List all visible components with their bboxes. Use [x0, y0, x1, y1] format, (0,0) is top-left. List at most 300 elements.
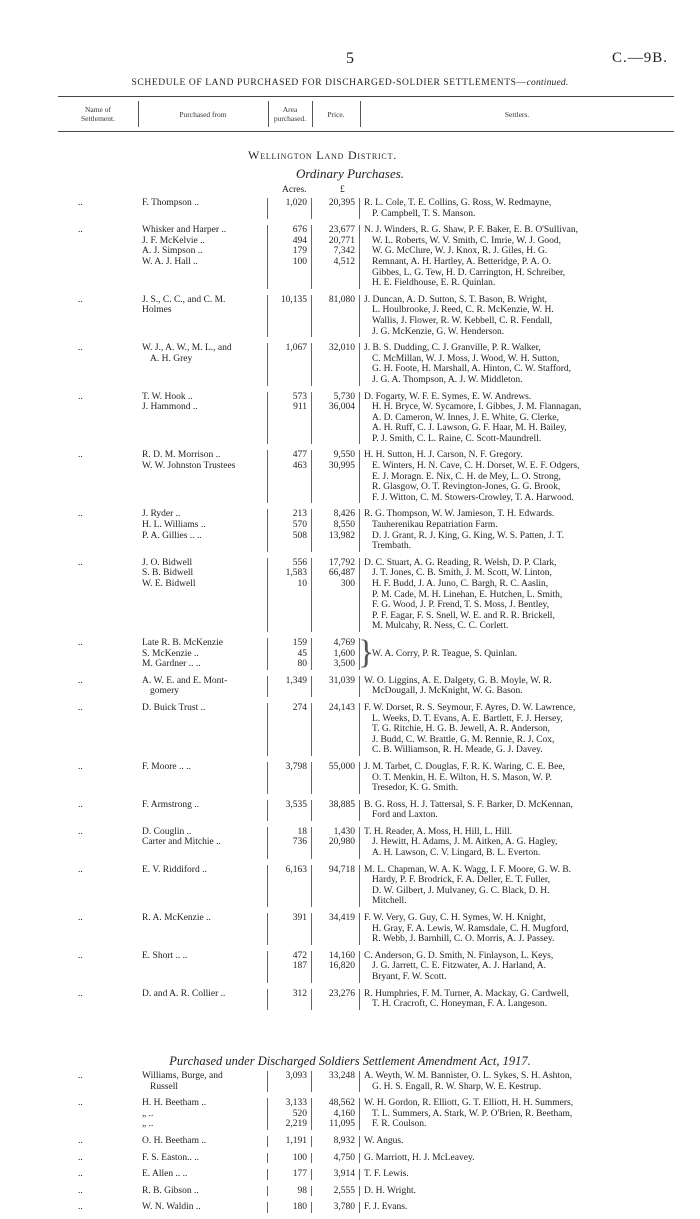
table-row [58, 225, 674, 289]
amendment-purchases-table [58, 1071, 674, 1219]
settlers [360, 558, 674, 632]
purchased-from-line: S. B. Bidwell [142, 568, 194, 579]
district-heading: Wellington Land District. [248, 148, 398, 162]
header-purchased-from: Purchased from [179, 109, 227, 119]
settlers-line: D. Fogarty, W. F. E. Symes, E. W. Andrews. [364, 391, 532, 402]
price-line: 1,600 [333, 648, 355, 659]
settlers-line: F. R. Coulson. [372, 1119, 427, 1130]
price-line: 3,500 [333, 659, 355, 670]
purchased-from-line: S. McKenzie .. [142, 648, 199, 659]
settlers [360, 1186, 674, 1197]
purchased-from-line: T. W. Hook .. [142, 391, 193, 402]
settlers-line: Remnant, A. H. Hartley, A. Betteridge, P. A. O. [372, 256, 552, 267]
settlers [360, 450, 674, 503]
purchased-from [138, 1186, 268, 1197]
purchased-from-line: W. W. Johnston Trustees [142, 461, 236, 472]
table-row [58, 676, 674, 697]
settlers-line: J. B. S. Dudding, C. J. Granville, P. R. Walker, [364, 343, 541, 354]
price-line: 66,487 [328, 568, 355, 579]
settlers-line: Tresedor, K. G. Smith. [372, 783, 459, 794]
settlement-name: .. [78, 675, 83, 686]
table-row [58, 343, 674, 385]
area-purchased-line: 213 [292, 509, 307, 520]
settlement-name: .. [78, 391, 83, 402]
table-row [58, 1169, 674, 1180]
settlers-line: McDougall, J. McKnight, W. G. Bason. [372, 686, 523, 697]
settlement-name: .. [78, 950, 83, 961]
purchased-from [138, 198, 268, 219]
price [312, 509, 360, 551]
price-line: 13,982 [328, 530, 355, 541]
settlers-line: T. H. Reader, A. Moss, H. Hill, L. Hill. [364, 826, 513, 837]
settlers [360, 676, 674, 697]
settlers-line: H. H. Bryce, W. Sycamore, I. Gibbes, J. M. Flannagan, [372, 402, 582, 413]
purchased-from-line: F. Moore .. .. [142, 761, 191, 772]
price-line: 30,995 [328, 461, 355, 472]
purchased-from-line: H. L. Williams .. [142, 520, 206, 531]
purchased-from [138, 1202, 268, 1213]
area-purchased-line: 3,093 [285, 1071, 307, 1081]
settlement-name: .. [78, 1185, 83, 1196]
purchased-from [138, 800, 268, 821]
settlers [360, 1202, 674, 1213]
settlers [360, 827, 674, 859]
purchased-from [138, 1098, 268, 1130]
area-purchased-line: 177 [292, 1169, 307, 1180]
price-line: 8,550 [333, 520, 355, 531]
purchased-from [138, 703, 268, 756]
settlers [360, 225, 674, 289]
area-purchased-line: 1,067 [285, 343, 307, 354]
settlers [358, 634, 674, 671]
table-row [58, 450, 674, 503]
settlers-line: L. Houlbrooke, J. Reed, C. R. McKenzie, W. H. [372, 305, 554, 316]
table-row [58, 1202, 674, 1213]
price-line: 31,039 [328, 675, 355, 686]
price [312, 392, 360, 445]
settlement-name: .. [78, 1135, 83, 1146]
area-purchased-line: 187 [292, 961, 307, 972]
purchased-from [138, 913, 268, 945]
purchased-from [138, 392, 268, 445]
purchased-from-line: J. O. Bidwell [142, 557, 193, 568]
area-purchased [268, 392, 312, 445]
settlement-name: .. [78, 225, 83, 236]
settlement-name: .. [78, 198, 83, 208]
settlement-name: .. [78, 1098, 83, 1109]
header-name-line1: Name of [84, 105, 111, 114]
area-purchased-line: 100 [292, 256, 307, 267]
price-line: 20,395 [328, 198, 355, 208]
settlers-line: T. F. Lewis. [364, 1169, 409, 1180]
purchased-from-line: R. D. M. Morrison .. [142, 450, 221, 461]
area-purchased [268, 343, 312, 385]
settlers [360, 1136, 674, 1147]
settlers-line: Mitchell. [372, 896, 407, 907]
purchased-from-line: J. S., C. C., and C. M. [142, 294, 226, 305]
purchased-from-line: D. and A. R. Collier .. [142, 988, 226, 999]
area-purchased [268, 198, 312, 219]
purchased-from [138, 676, 268, 697]
area-purchased-line: 10,135 [280, 294, 307, 305]
purchased-from-line: F. Thompson .. [142, 198, 199, 208]
table-row [58, 703, 674, 756]
area-purchased [268, 800, 312, 821]
settlement-name: .. [78, 826, 83, 837]
price-line: 3,914 [333, 1169, 355, 1180]
purchased-from-line: Holmes [142, 305, 172, 316]
settlers-line: R. Webb, J. Barnhill, C. O. Morris, A. J. Passey. [372, 934, 555, 945]
price-line: 32,010 [328, 343, 355, 354]
price [312, 1186, 360, 1197]
settlers-line: N. J. Winders, R. G. Shaw, P. F. Baker, E. B. O'Sullivan, [364, 225, 578, 236]
price [312, 913, 360, 945]
price [312, 703, 360, 756]
settlement-name: .. [78, 450, 83, 461]
settlement-name: .. [78, 1152, 83, 1163]
settlers [360, 343, 674, 385]
page-number: 5 [346, 50, 354, 67]
settlers-line: Tauherenikau Repatriation Farm. [372, 520, 498, 531]
header-area-line1: Area [282, 105, 298, 114]
area-purchased [268, 450, 312, 503]
purchased-from-line: J. Hammond .. [142, 402, 198, 413]
area-purchased-line: 180 [292, 1202, 307, 1213]
table-row [58, 1071, 674, 1092]
area-purchased-line: 159 [292, 637, 307, 648]
settlers-line: R. Humphries, F. M. Turner, A. Mackay, G. Cardwell, [364, 988, 569, 999]
area-purchased-line: 1,191 [285, 1135, 307, 1146]
price [312, 1169, 360, 1180]
ordinary-purchases-table [58, 198, 674, 1016]
area-purchased-line: 179 [292, 246, 307, 257]
area-purchased-line: 18 [297, 826, 307, 837]
settlement-name: .. [78, 864, 83, 875]
settlers-line: D. W. Gilbert, J. Mulvaney, G. C. Black, D. H. [372, 885, 550, 896]
price-line: 9,550 [333, 450, 355, 461]
price-line: 36,004 [328, 402, 355, 413]
purchased-from [138, 1071, 268, 1092]
settlers-line: Gibbes, L. G. Tew, H. D. Carrington, H. Schreiber, [372, 267, 566, 278]
purchased-from-line: W. N. Waldin .. [142, 1202, 201, 1213]
area-purchased-line: 80 [297, 659, 307, 670]
settlers-line: G. Marriott, H. J. McLeavey. [364, 1152, 475, 1163]
purchased-from-line: W. J., A. W., M. L., and [142, 343, 232, 354]
price-line: 5,730 [333, 391, 355, 402]
settlers-line: W. H. Gordon, R. Elliott, G. T. Elliott, H. H. Summers, [364, 1098, 574, 1109]
table-row [58, 1186, 674, 1197]
area-purchased [268, 1169, 312, 1180]
area-purchased-line: 3,133 [285, 1098, 307, 1109]
area-purchased [268, 1186, 312, 1197]
purchased-from-line: H. H. Beetham .. [142, 1098, 207, 1109]
header-price: Price. [327, 109, 345, 119]
table-row [58, 827, 674, 859]
area-purchased-line: 391 [292, 913, 307, 924]
settlement-name: .. [78, 1202, 83, 1213]
section-heading-ordinary: Ordinary Purchases. [295, 166, 405, 181]
purchased-from-line: J. F. McKelvie .. [142, 235, 205, 246]
price [312, 800, 360, 821]
area-purchased-line: 45 [297, 648, 307, 659]
settlers-line: J. M. Tarbet, C. Douglas, F. R. K. Waring, C. E. Bee, [364, 761, 565, 772]
purchased-from-line: Williams, Burge, and [142, 1071, 223, 1081]
price-line: 300 [340, 579, 355, 589]
section-heading-amendment: Purchased under Discharged Soldiers Settlement Amendment Act, 1917. [169, 1054, 531, 1068]
price-line: 17,792 [328, 557, 355, 568]
purchased-from [138, 1153, 268, 1164]
area-purchased-line: 274 [292, 702, 307, 713]
price-line: 24,143 [328, 702, 355, 713]
purchased-from-line: E. Allen .. .. [142, 1169, 188, 1180]
price [312, 1202, 360, 1213]
purchased-from-line: „ .. [142, 1108, 154, 1119]
price-line: 3,780 [333, 1202, 355, 1213]
price [312, 343, 360, 385]
price-line: 4,512 [333, 256, 355, 267]
purchased-from-line: gomery [150, 686, 180, 697]
settlers-line: H. F. Budd, J. A. Juno, C. Bargh, R. C. Aaslin, [372, 579, 549, 589]
purchased-from-line: Whisker and Harper .. [142, 225, 227, 236]
settlers-line: R. G. Thompson, W. W. Jamieson, T. H. Edwards. [364, 509, 555, 520]
settlers-line: L. Weeks, D. T. Evans, A. E. Bartlett, F. J. Hersey, [372, 713, 563, 724]
settlers-line [364, 659, 674, 670]
purchased-from [138, 343, 268, 385]
purchased-from-line: Carter and Mitchie .. [142, 837, 221, 848]
price [312, 865, 360, 907]
price-line: 34,419 [328, 913, 355, 924]
settlers [360, 509, 674, 551]
settlers [360, 295, 674, 337]
area-purchased [268, 295, 312, 337]
purchased-from-line: E. V. Riddiford .. [142, 864, 207, 875]
area-purchased-line: 520 [292, 1108, 307, 1119]
purchased-from-line: D. Buick Trust .. [142, 702, 206, 713]
purchased-from-line: F. S. Easton.. .. [142, 1152, 200, 1163]
area-purchased [268, 676, 312, 697]
settlers-line: P. J. Smith, C. L. Raine, C. Scott-Maundrell. [372, 433, 542, 444]
area-purchased [268, 1098, 312, 1130]
area-purchased [268, 913, 312, 945]
area-purchased-line: 98 [297, 1185, 307, 1196]
purchased-from-line: O. H. Beetham .. [142, 1135, 207, 1146]
settlement-name: .. [78, 988, 83, 999]
price-line: 94,718 [328, 864, 355, 875]
price-line: 4,769 [333, 637, 355, 648]
purchased-from-line: W. A. J. Hall .. [142, 256, 198, 267]
settlers-line: O. T. Menkin, H. E. Wilton, H. S. Mason, W. P. [372, 772, 552, 783]
settlement-name: .. [78, 294, 83, 305]
price-line: 1,430 [333, 826, 355, 837]
area-purchased-line: 463 [292, 461, 307, 472]
purchased-from [138, 295, 268, 337]
purchased-from [138, 827, 268, 859]
settlers-line: E. J. Moragn. E. Nix, C. H. de Mey, L. O. Strong, [372, 471, 561, 482]
table-row [58, 558, 674, 632]
price [312, 762, 360, 794]
area-purchased-line: 312 [292, 988, 307, 999]
settlers-line: F. J. Evans. [364, 1202, 408, 1213]
purchased-from [138, 225, 268, 289]
settlers-line: P. F. Eagar, F. S. Snell, W. E. and R. R. Brickell, [372, 610, 555, 621]
area-purchased-line: 508 [292, 530, 307, 541]
settlement-name: .. [78, 761, 83, 772]
price-line: 20,771 [328, 235, 355, 246]
settlers-line: J. G. McKenzie, G. W. Henderson. [372, 326, 505, 337]
row-gap [58, 1010, 674, 1016]
area-purchased [268, 827, 312, 859]
area-purchased-line: 1,020 [285, 198, 307, 208]
settlers-line: W. A. Corry, P. R. Teague, S. Quinlan. [372, 648, 518, 659]
area-purchased-line: 736 [292, 837, 307, 848]
table-row [58, 1098, 674, 1130]
settlement-name: .. [78, 637, 83, 648]
price [312, 951, 360, 983]
price [312, 1153, 360, 1164]
purchased-from-line: „ .. [142, 1119, 154, 1130]
group-brace: } [358, 634, 375, 671]
area-purchased-line: 3,535 [285, 799, 307, 810]
area-purchased [268, 703, 312, 756]
settlement-name: .. [78, 799, 83, 810]
settlers-line: C. Anderson, G. D. Smith, N. Finlayson, L. Keys, [364, 950, 554, 961]
purchased-from-line: E. Short .. .. [142, 950, 188, 961]
area-purchased [268, 1136, 312, 1147]
table-row [58, 1136, 674, 1147]
header-name [58, 97, 138, 131]
purchased-from-line: W. E. Bidwell [142, 579, 196, 589]
table-row [58, 1153, 674, 1164]
area-purchased-line: 477 [292, 450, 307, 461]
price-line: 8,426 [333, 509, 355, 520]
purchased-from-line: A. H. Grey [150, 353, 193, 364]
price-line: 55,000 [328, 761, 355, 772]
purchased-from-line: J. Ryder .. [142, 509, 181, 520]
area-purchased-line: 3,798 [285, 761, 307, 772]
settlers-line: Trembath. [372, 541, 411, 552]
price-line: 4,750 [333, 1152, 355, 1163]
settlers-line: M. L. Chapman, W. A. K. Wagg, I. F. Moore, G. W. B. [364, 864, 572, 875]
table-row [58, 989, 674, 1010]
settlers [360, 1098, 674, 1130]
settlers [360, 800, 674, 821]
settlers-line: G. H. Foote, H. Marshall, A. Hinton, C. W. Stafford, [372, 364, 572, 375]
area-purchased-line: 6,163 [285, 864, 307, 875]
settlers-line: Bryant, F. W. Scott. [372, 972, 447, 982]
price [312, 827, 360, 859]
purchased-from-line: A. W. E. and E. Mont- [142, 675, 228, 686]
price-line: 7,342 [333, 246, 355, 257]
purchased-from-line: D. Couglin .. [142, 826, 192, 837]
header-settlers: Settlers. [504, 109, 530, 119]
settlement-name: .. [78, 1169, 83, 1180]
area-purchased-line: 472 [292, 950, 307, 961]
settlers-line: A. Weyth, W. M. Bannister, O. L. Sykes, S. H. Ashton, [364, 1071, 572, 1081]
settlers-line: J. Hewitt, H. Adams, J. M. Aitken, A. G. Hagley, [372, 837, 558, 848]
settlers [360, 198, 674, 219]
settlers-line: G. H. S. Engall, R. W. Sharp, W. E. Kestrup. [372, 1081, 542, 1092]
settlers-line: A. D. Cameron, W. Innes, J. E. White, G. Clerke, [372, 412, 559, 423]
price-line: 14,160 [328, 950, 355, 961]
price [312, 1071, 360, 1092]
settlers [360, 989, 674, 1010]
settlement-name: .. [78, 509, 83, 520]
purchased-from-line: R. A. McKenzie .. [142, 913, 211, 924]
settlers-line: A. H. Ruff, C. J. Lawson, G. F. Haar, M. H. Bailey, [372, 423, 567, 434]
area-purchased-line: 2,219 [285, 1119, 307, 1130]
table-row [58, 951, 674, 983]
settlers-line: H. H. Sutton, H. J. Carson, N. F. Gregory. [364, 450, 523, 461]
settlers-line: F. W. Very, G. Guy, C. H. Symes, W. H. Knight, [364, 913, 546, 924]
settlers-line: R. Glasgow, O. T. Revington-Jones, G. G. Brook, [372, 482, 561, 493]
price [312, 198, 360, 219]
row-gap [58, 1213, 674, 1219]
header-area [268, 97, 312, 131]
purchased-from-line: Late R. B. McKenzie [142, 637, 223, 648]
settlers [360, 392, 674, 445]
page-reference: C.—9B. [611, 50, 668, 66]
area-purchased [268, 951, 312, 983]
area-purchased-line: 570 [292, 520, 307, 531]
settlers-line: B. G. Ross, H. J. Tattersal, S. F. Barker, D. McKennan, [364, 799, 573, 810]
purchased-from [138, 558, 268, 632]
purchased-from [138, 989, 268, 1010]
schedule-title [0, 78, 700, 88]
price-line: 11,095 [329, 1119, 355, 1130]
price [312, 638, 360, 670]
settlers-line: T. L. Summers, A. Stark, W. P. O'Brien, R. Beetham, [372, 1108, 573, 1119]
settlers-line: Wallis, J. Flower, R. W. Kebbell, C. R. Fendall, [372, 315, 553, 326]
area-purchased [268, 1071, 312, 1092]
area-purchased [268, 509, 312, 551]
area-purchased-line: 100 [292, 1152, 307, 1163]
settlers-line: A. H. Lawson, C. V. Lingard, B. L. Everton. [372, 848, 541, 859]
settlers-line: H. E. Fieldhouse, E. R. Quinlan. [372, 278, 496, 289]
settlers-line: J. G. Jarrett, C. E. Fitzwater, A. J. Harland, A. [372, 961, 547, 972]
settlers-line: F. J. Witton, C. M. Stowers-Crowley, T. A. Harwood. [372, 492, 574, 503]
settlers-line: T. H. Cracroft, C. Honeyman, F. A. Langeson. [372, 999, 548, 1010]
table-row [58, 800, 674, 821]
settlers-line: Hardy, P. F. Brodrick, F. A. Deller, E. T. Fuller, [372, 875, 551, 886]
settlers [360, 951, 674, 983]
table-header [58, 96, 674, 132]
settlers [360, 762, 674, 794]
settlers-line: M. Mulcahy, R. Ness, C. C. Corlett. [372, 621, 509, 632]
price [312, 676, 360, 697]
table-row [58, 762, 674, 794]
price [312, 558, 360, 632]
price-line: 33,248 [328, 1071, 355, 1081]
table-row [58, 198, 674, 219]
settlers-line: J. T. Jones, C. B. Smith, J. M. Scott, W. Linton, [372, 568, 552, 579]
settlers-line: W. L. Roberts, W. V. Smith, C. Imrie, W. J. Good, [372, 235, 562, 246]
price [312, 989, 360, 1010]
price-line: 23,276 [328, 988, 355, 999]
settlement-name: .. [78, 557, 83, 568]
settlers [360, 865, 674, 907]
settlers-line: W. Angus. [364, 1135, 404, 1146]
area-purchased-line: 573 [292, 391, 307, 402]
settlers-line: W. G. McClure, W. J. Knox, R. J. Giles, H. G. [372, 246, 548, 257]
settlement-name: .. [78, 343, 83, 354]
header-area-line2: purchased. [273, 114, 307, 123]
settlers-line: D. H. Wright. [364, 1185, 416, 1196]
purchased-from [138, 450, 268, 503]
settlers [360, 913, 674, 945]
settlers [360, 1153, 674, 1164]
price-line: 20,980 [328, 837, 355, 848]
settlers-line [364, 638, 674, 649]
